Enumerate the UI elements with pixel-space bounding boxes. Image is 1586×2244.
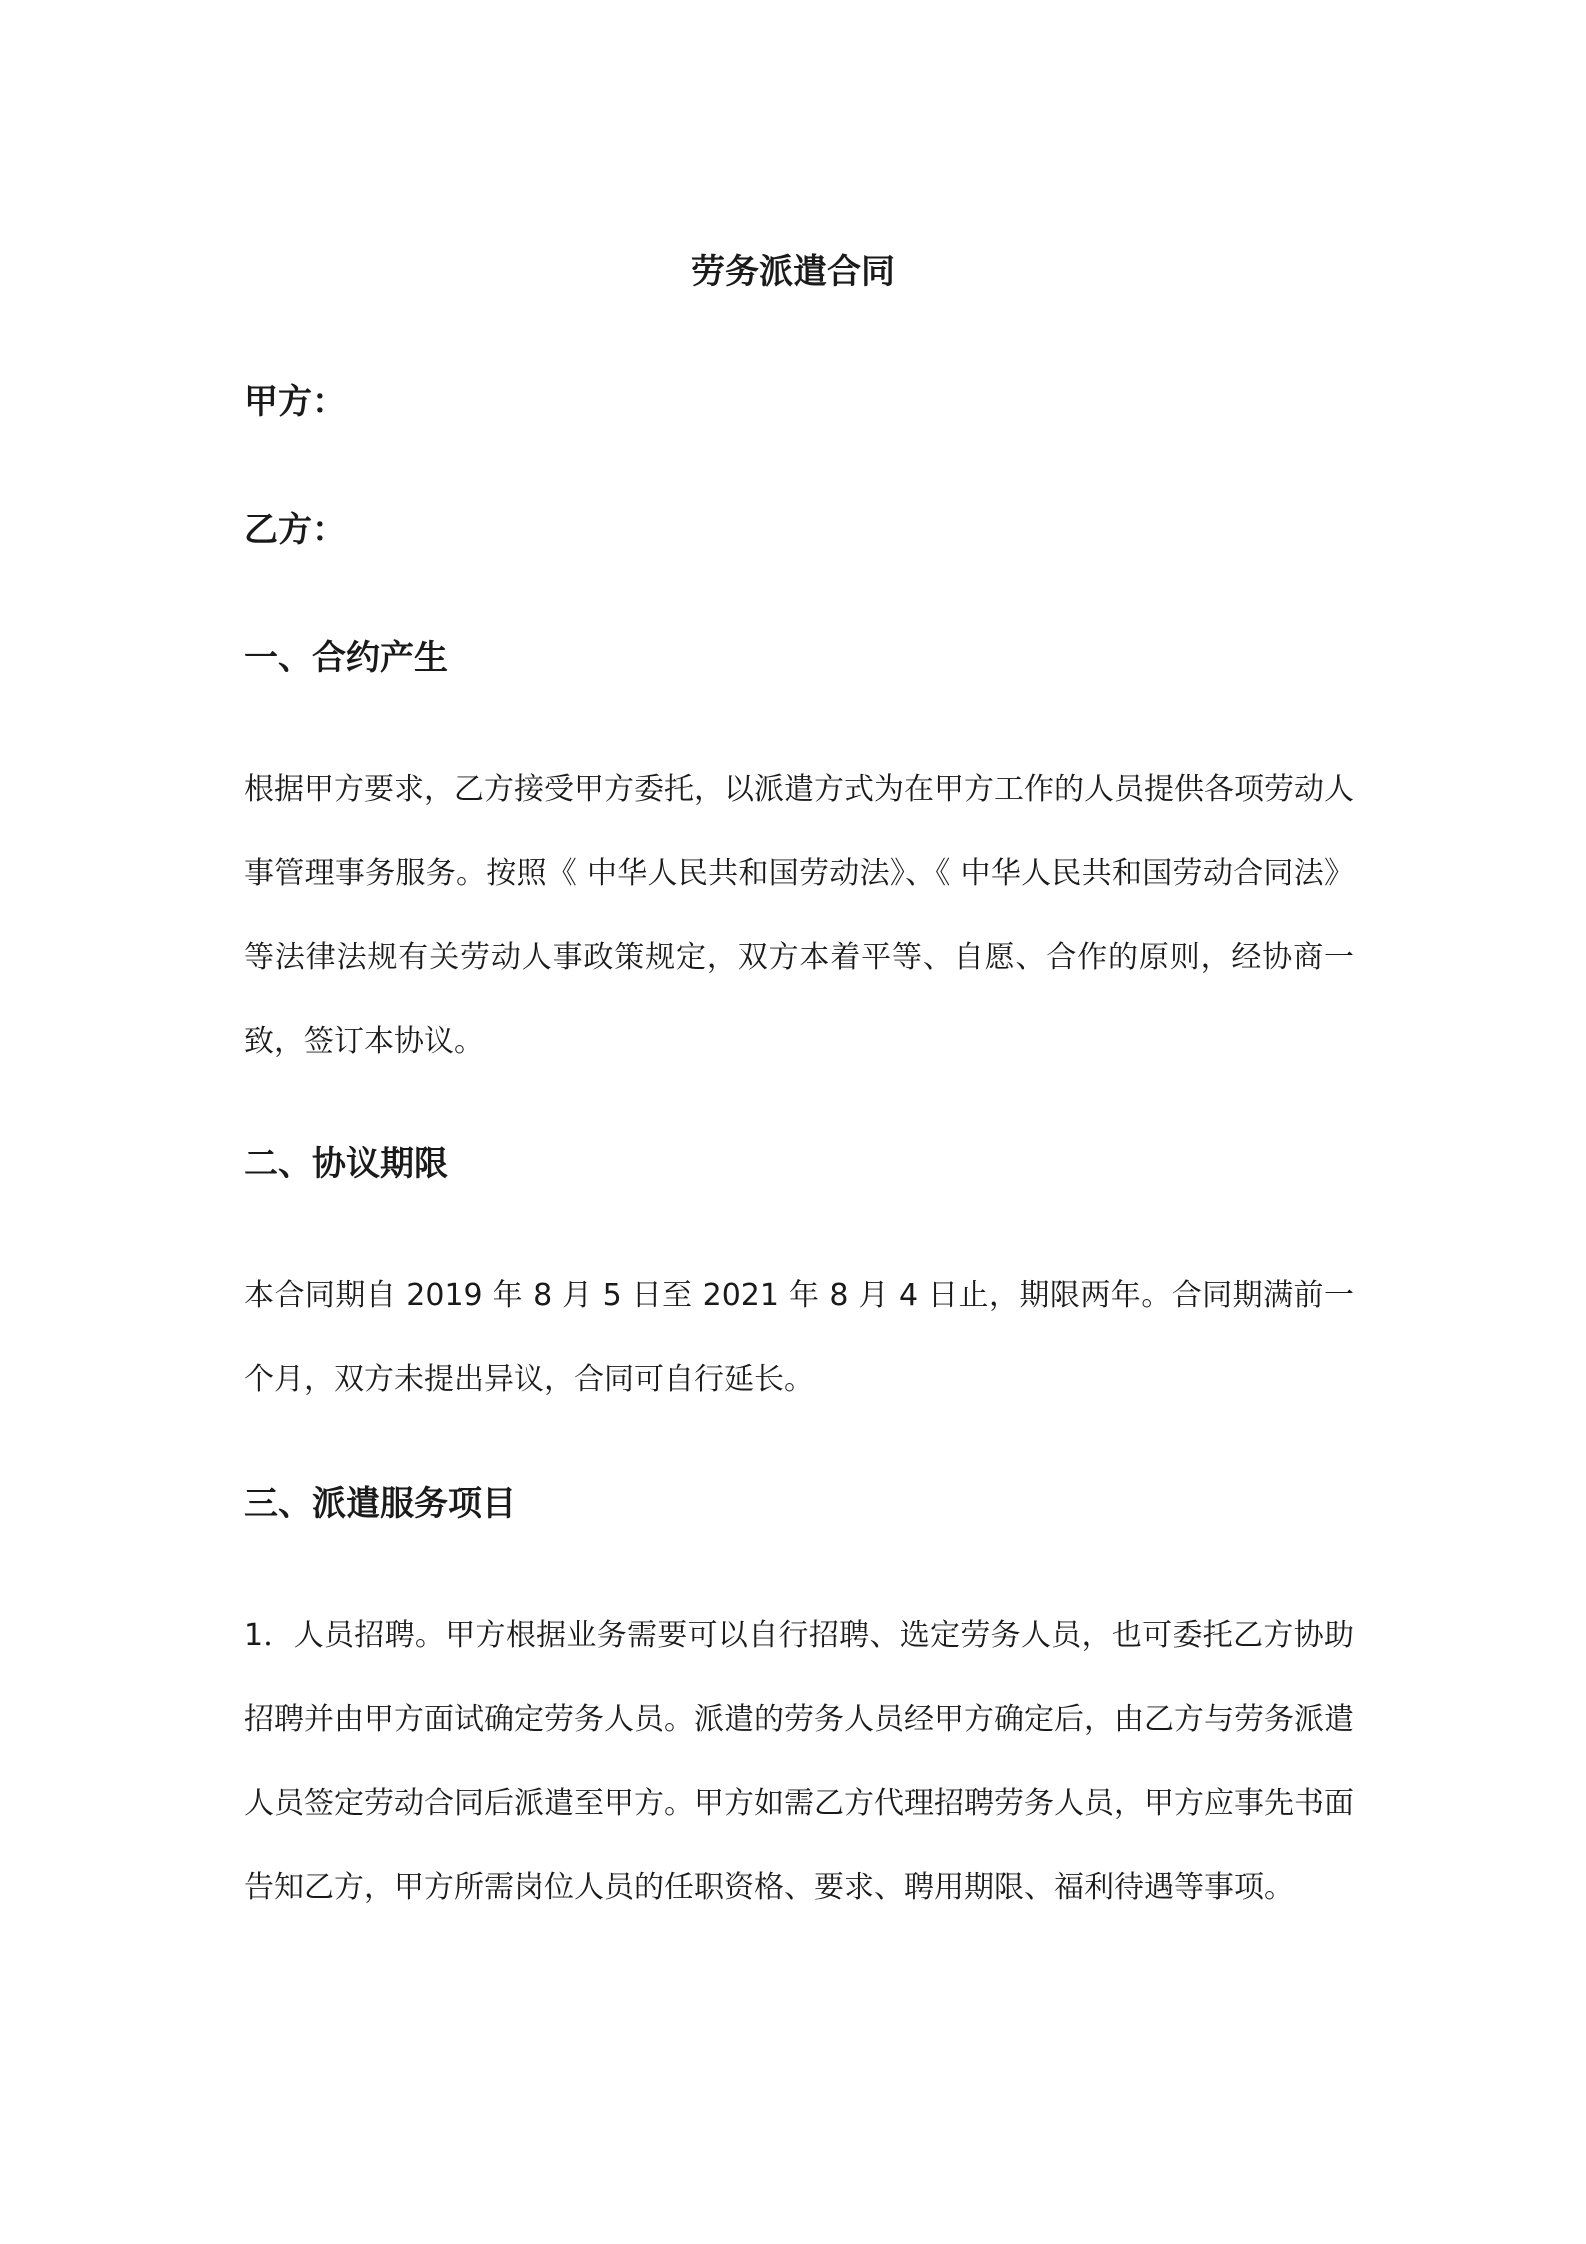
section-heading-contract-origin: 一、合约产生 [244, 638, 448, 678]
section-heading-agreement-term: 二、协议期限 [244, 1144, 448, 1184]
section-paragraph-dispatch-services: 1．人员招聘。甲方根据业务需要可以自行招聘、选定劳务人员，也可委托乙方协助招聘并由甲方面试确定劳务人员。派遣的劳务人员经甲方确定后，由乙方与劳务派遣人员签定劳动合同后派遣至甲方。甲方如需乙方代理招聘劳务人员，甲方应事先书面告知乙方，甲方所需岗位人员的任职资格、要求、聘用期限、福利待遇等事项。 [244, 1618, 1354, 1905]
document-title: 劳务派遣合同 [691, 252, 895, 292]
party-a-label: 甲方： [244, 382, 346, 422]
section-paragraph-contract-origin: 根据甲方要求，乙方接受甲方委托，以派遣方式为在甲方工作的人员提供各项劳动人事管理事务服务。按照《 中华人民共和国劳动法》、《 中华人民共和国劳动合同法》等法律法规有关劳动人事政策规定，双方本着平等、自愿、合作的原则，经协商一致，签订本协议。 [244, 772, 1354, 1059]
party-b-label: 乙方： [244, 510, 346, 550]
section-paragraph-agreement-term: 本合同期自 2019 年 8 月 5 日至 2021 年 8 月 4 日止，期限两年。合同期满前一个月，双方未提出异议，合同可自行延长。 [244, 1278, 1354, 1397]
section-heading-dispatch-services: 三、派遣服务项目 [244, 1484, 516, 1524]
